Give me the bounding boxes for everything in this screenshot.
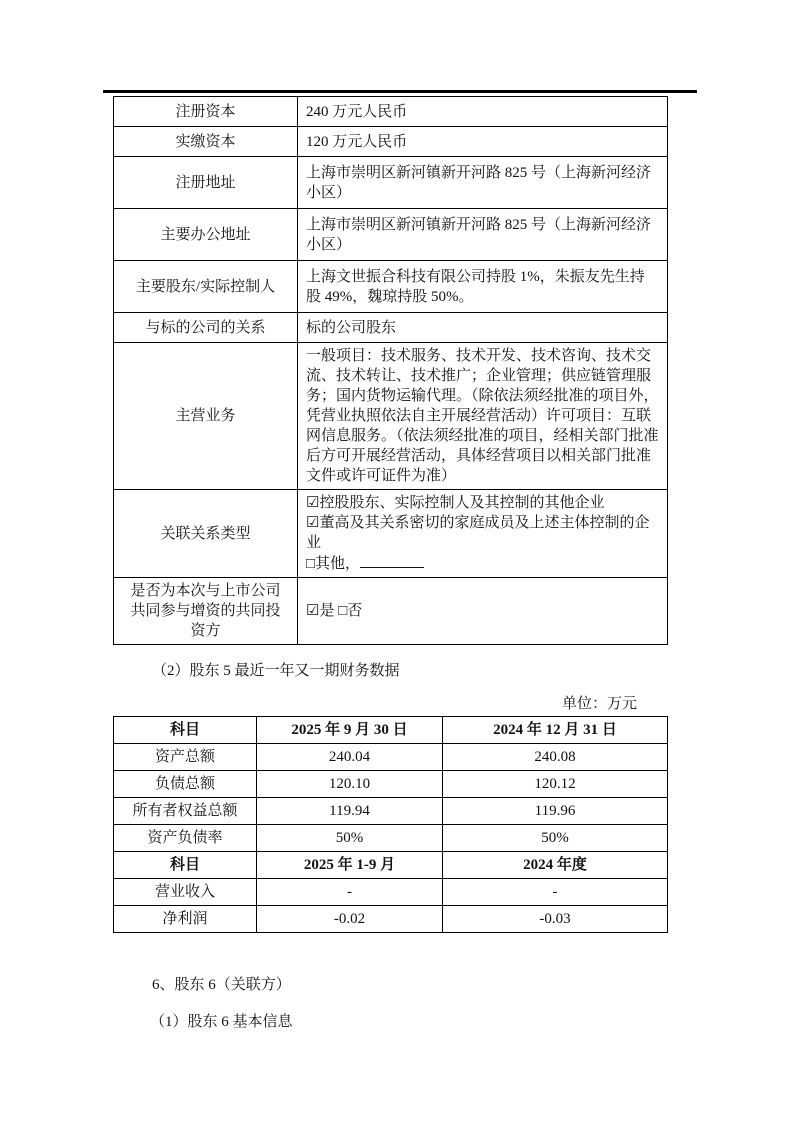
table-row — [114, 825, 668, 852]
unit-label: 单位：万元 — [561, 696, 637, 712]
row-value: ☑是 □否 — [298, 578, 668, 645]
table-row — [114, 906, 668, 933]
table-row — [114, 798, 668, 825]
table-row — [114, 157, 668, 209]
header-cell: 2024 年 12 月 31 日 — [443, 717, 668, 744]
row-label: 资产负债率 — [114, 825, 257, 852]
row-label: 主营业务 — [114, 343, 298, 490]
heading-shareholder6-basic-info: （1）股东 6 基本信息 — [150, 1014, 293, 1030]
row-value: 上海市崇明区新河镇新开河路 825 号（上海新河经济小区） — [298, 209, 668, 261]
relation-type-option-3 — [306, 553, 659, 574]
row-label: 净利润 — [114, 906, 257, 933]
row-label: 实缴资本 — [114, 127, 298, 157]
shareholder5-basic-info-table — [113, 96, 668, 645]
cell-value: 50% — [443, 825, 668, 852]
row-value: 上海文世振合科技有限公司持股 1%，朱振友先生持股 49%，魏琼持股 50%。 — [298, 261, 668, 313]
row-value: 240 万元人民币 — [298, 97, 668, 127]
cell-value: -0.03 — [443, 906, 668, 933]
table-row — [114, 97, 668, 127]
relation-type-option-2: ☑董高及其关系密切的家庭成员及上述主体控制的企业 — [306, 515, 650, 551]
table-header-row — [114, 852, 668, 879]
heading-shareholder6: 6、股东 6（关联方） — [152, 977, 291, 993]
table-row — [114, 343, 668, 490]
cell-value: - — [257, 879, 443, 906]
row-label: 与标的公司的关系 — [114, 313, 298, 343]
cell-value: 119.96 — [443, 798, 668, 825]
row-value: 标的公司股东 — [298, 313, 668, 343]
table-row — [114, 127, 668, 157]
row-label: 注册资本 — [114, 97, 298, 127]
cell-value: 120.10 — [257, 771, 443, 798]
table-row — [114, 209, 668, 261]
row-label: 是否为本次与上市公司共同参与增资的共同投资方 — [114, 578, 298, 645]
row-label: 注册地址 — [114, 157, 298, 209]
table-row — [114, 879, 668, 906]
table-row — [114, 261, 668, 313]
shareholder5-financial-table — [113, 716, 668, 933]
row-value: 一般项目：技术服务、技术开发、技术咨询、技术交流、技术转让、技术推广；企业管理；供应链管理服务；国内货物运输代理。（除依法须经批准的项目外，凭营业执照依法自主开展经营活动）许可项目：互联网信息服务。（依法须经批准的项目，经相关部门批准后方可开展经营活动，具体经营项目以相关部门批准文件或许可证件为准） — [298, 343, 668, 490]
relation-type-option-3-text: □其他， — [306, 556, 361, 572]
blank-underline — [360, 553, 424, 568]
table-row — [114, 578, 668, 645]
row-label: 负债总额 — [114, 771, 257, 798]
row-label: 关联关系类型 — [114, 490, 298, 578]
table-continuation-rule — [103, 90, 697, 93]
cell-value: 50% — [257, 825, 443, 852]
table-row — [114, 771, 668, 798]
page-content — [0, 96, 794, 1031]
header-cell: 科目 — [114, 717, 257, 744]
cell-value: 119.94 — [257, 798, 443, 825]
table-row — [114, 313, 668, 343]
table-header-row — [114, 717, 668, 744]
cell-value: -0.02 — [257, 906, 443, 933]
header-cell: 2025 年 1-9 月 — [257, 852, 443, 879]
row-value: 上海市崇明区新河镇新开河路 825 号（上海新河经济小区） — [298, 157, 668, 209]
cell-value: 240.04 — [257, 744, 443, 771]
cell-value: 120.12 — [443, 771, 668, 798]
section-title: （2）股东 5 最近一年又一期财务数据 — [152, 663, 400, 679]
relation-type-option-1: ☑控股股东、实际控制人及其控制的其他企业 — [306, 495, 605, 511]
row-label: 主要股东/实际控制人 — [114, 261, 298, 313]
row-label: 资产总额 — [114, 744, 257, 771]
table-row — [114, 744, 668, 771]
table-row — [114, 490, 668, 578]
cell-value: 240.08 — [443, 744, 668, 771]
row-label: 主要办公地址 — [114, 209, 298, 261]
row-value: 120 万元人民币 — [298, 127, 668, 157]
row-label: 营业收入 — [114, 879, 257, 906]
row-label: 所有者权益总额 — [114, 798, 257, 825]
header-cell: 科目 — [114, 852, 257, 879]
header-cell: 2025 年 9 月 30 日 — [257, 717, 443, 744]
row-value — [298, 490, 668, 578]
cell-value: - — [443, 879, 668, 906]
header-cell: 2024 年度 — [443, 852, 668, 879]
